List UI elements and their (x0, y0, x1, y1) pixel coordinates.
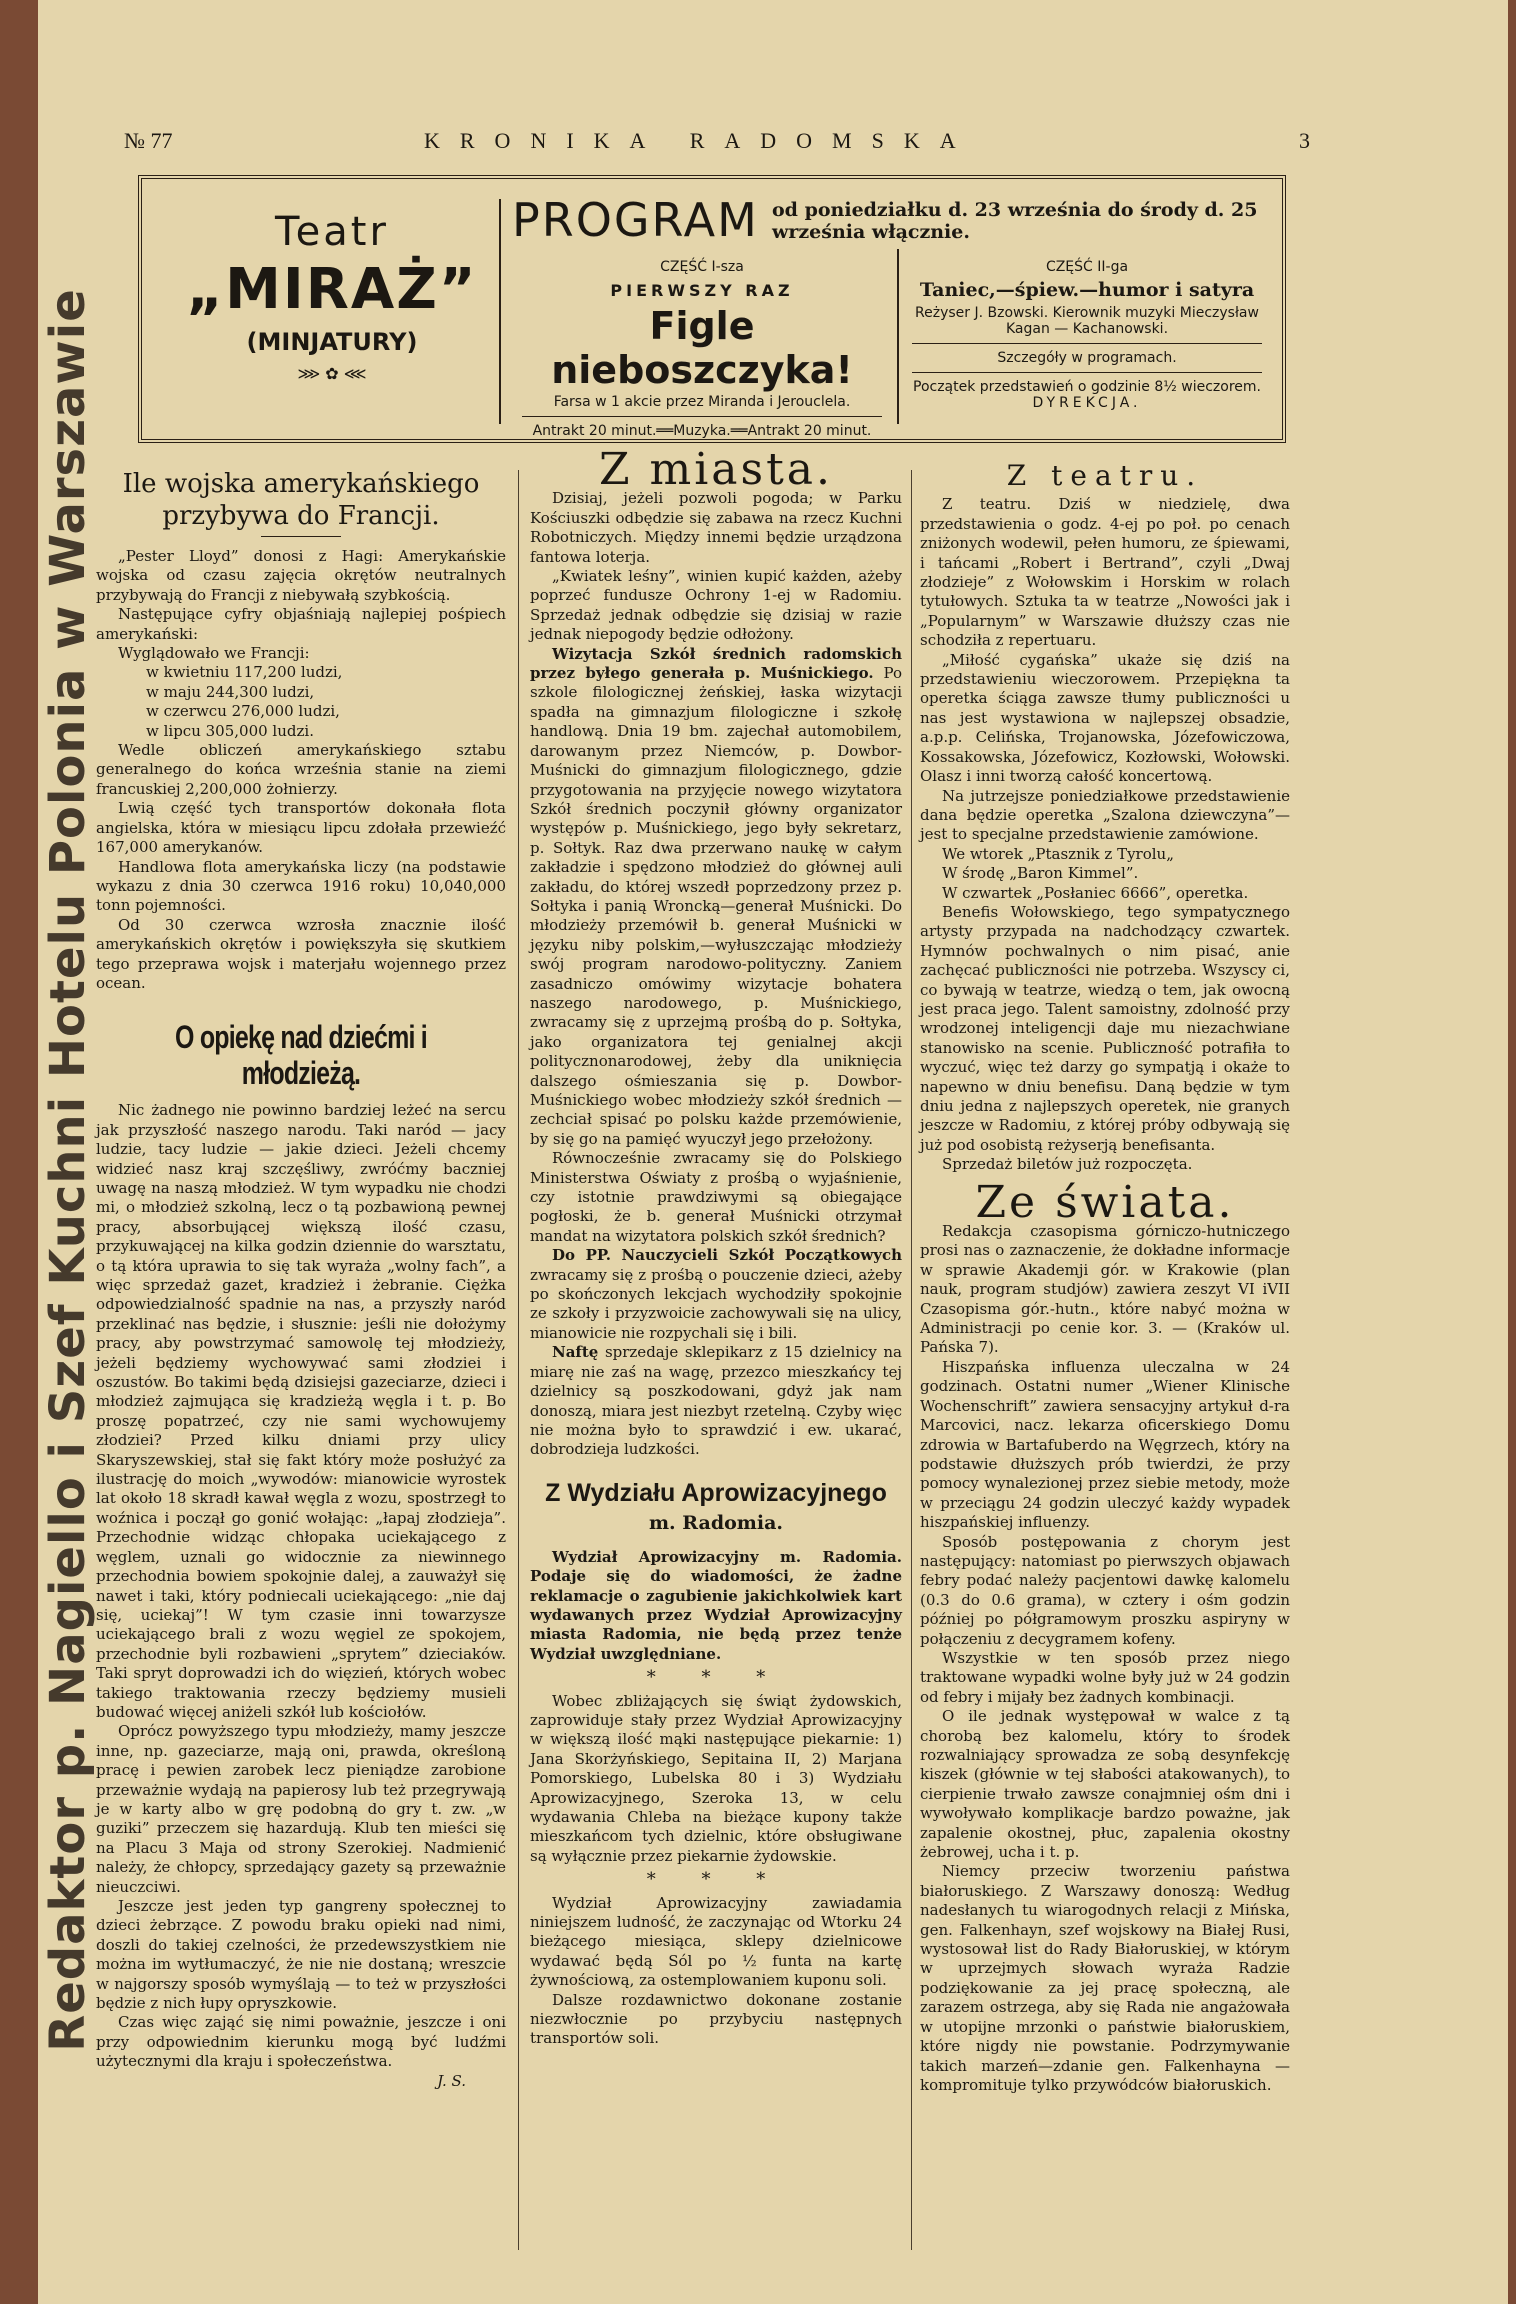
section-headline: Z miasta. (598, 444, 834, 495)
paragraph: Wydział Aprowizacyjny m. Radomia. Podaje się do wiadomości, że żadne reklamacje o zagubienie jakichkolwiek kart wydawanych przez Wydział Aprowizacyjny miasta Radomia, nie będą przez tenże Wydział uwzględniane. (530, 1547, 902, 1663)
rule (522, 416, 882, 417)
paragraph: Jeszcze jest jeden typ gangreny społecznej to dzieci żebrzące. Z powodu braku opieki nad nimi, doszli do takiej czelności, że przedewszystkiem nie można im wytłumaczyć, że nie nie dostaną; wreszcie w najgorszy sposób wymyślają — to też w przyszłości będzie z nich łupy opryszkowie. (96, 1897, 506, 2013)
newspaper-title: KRONIKA RADOMSKA (424, 128, 976, 153)
paragraph: Równocześnie zwracamy się do Polskiego Ministerstwa Oświaty z prośbą o wyjaśnienie, czy istotnie prawdziwymi są obiegające pogłoski, że b. generał Muśnicki otrzymał mandat na wizytatora polskich szkół średnich? (530, 1149, 902, 1245)
newspaper-page (38, 0, 1508, 2304)
paragraph: Wyglądowało we Francji: (118, 644, 310, 663)
paragraph: Od 30 czerwca wzrosła znacznie ilość amerykańskich okrętów i powiększyła się skutkiem tego przeprawa wojsk i materjału wojennego przez ocean. (96, 915, 506, 992)
part-two-title: Taniec,—śpiew.—humor i satyra (919, 279, 1255, 301)
stats-item: w kwietniu 117,200 ludzi, (146, 663, 343, 682)
paragraph: Z teatru. Dziś w niedzielę, dwa przedstawienia o godz. 4-ej po poł. po cenach zniżonych wodewil, pełen humoru, ze śpiewami, i tańcami „Robert i Bertrand”, czyli „Dwaj złodzieje” z Wołowskim i Horskim w rolach tytułowych. Sztuka ta w teatrze „Nowości jak i „Popularnym” w Warszawie dłuższy czas nie schodziła z repertuaru. (920, 495, 1290, 650)
column-rule (518, 470, 519, 2250)
separator-stars: * * * (646, 1667, 786, 1689)
stats-item: w lipcu 305,000 ludzi. (146, 721, 314, 740)
first-time-label: PIERWSZY RAZ (610, 281, 794, 300)
paragraph: Czas więc zająć się nimi poważnie, jeszcze i oni przy odpowiednim kierunku mogą być ludźmi użytecznymi dla kraju i społeczeństwa. (96, 2013, 506, 2071)
paragraph: Wszystkie w ten sposób przez niego traktowane wypadki wolne były już w 24 godzin od febry i mijały bez żadnych kombinacji. (920, 1648, 1290, 1706)
paragraph: Oprócz powyższego typu młodzieży, mamy jeszcze inne, np. gazeciarze, mają oni, prawda, określoną pracę i pewien zarobek lecz pieniądze zarobione przeważnie wydają na papierosy lub też przegrywają je w karty albo w grę podobną do gry t. zw. „w guziki” przeczem się hazardują. Klub ten mieści się na Placu 3 Maja od strony Szerokiej. Nadmienić należy, że chłopcy, sprzedający gazety są przeważnie nieuczciwi. (96, 1722, 506, 1896)
middle-column (530, 444, 902, 2049)
intermission: Antrakt 20 minut.══Muzyka.══Antrakt 20 minut. (532, 423, 872, 439)
binding-spine (38, 120, 98, 2220)
rule (912, 372, 1262, 373)
right-column (920, 460, 1290, 2095)
paragraph: Redakcja czasopisma górniczo-hutniczego prosi nas o zaznaczenie, że dokładne informacje w sprawie Akademji gór. w Krakowie (plan nauk, program studjów) zawiera zeszyt VI iVII Czasopisma gór.-hutn., które nabyć można w Administracji po cenie kor. 3. — (Kraków ul. Pańska 7). (920, 1222, 1290, 1357)
management: DYREKCJA. (1032, 395, 1142, 411)
section-headline: Ze świata. (975, 1176, 1235, 1228)
paragraph: Sposób postępowania z chorym jest następujący: natomiast po pierwszych objawach febry podać należy pacjentowi dawkę kalomelu (0.3 do 0.6 grama), w cztery i ośm godzin później po półgramowym proszku aspiryny w połączeniu z decygramem kofeny. (920, 1532, 1290, 1648)
signature: J. S. (437, 2071, 466, 2090)
section-headline: Z teatru. (1006, 459, 1204, 492)
paragraph (530, 645, 902, 1150)
teatr-name: „MIRAŻ” (186, 257, 478, 322)
issue-number: № 77 (124, 128, 173, 153)
part-two-label: CZĘŚĆ II-ga (1045, 259, 1129, 275)
headline-sub: m. Radomia. (648, 1511, 784, 1534)
column-rule (911, 470, 912, 2250)
paragraph: W czwartek „Posłaniec 6666”, operetka. (942, 883, 1249, 902)
paragraph: Na jutrzejsze poniedziałkowe przedstawienie dana będzie operetka „Szalona dziewczyna”—jest to specjalne przedstawienie zamówione. (920, 786, 1290, 844)
page-header (124, 128, 1310, 162)
rule (261, 536, 341, 537)
teatr-sub: (MINJATURY) (246, 328, 418, 356)
stats-item: w maju 244,300 ludzi, (146, 682, 315, 701)
paragraph: Hiszpańska influenza uleczalna w 24 godzinach. Ostatni numer „Wiener Klinische Wochenschrift” zawiera sensacyjny artykuł d-ra Marcovici, nacz. lekarza oficerskiego Domu zdrowia w Bartafuberdo na Węgrzech, który na podstawie dłuższych prób twierdzi, że przy pomocy wynalezionej przez siebie metody, może w przeciągu 24 godzin uleczyć każdy wypadek hiszpańskiej influenzy. (920, 1357, 1290, 1532)
part-one-label: CZĘŚĆ I-sza (660, 259, 744, 275)
start-time: Początek przedstawień o godzinie 8½ wieczorem. (913, 379, 1261, 395)
spine-text: Redaktor p. Nagiello i Szef Kuchni Hotelu Polonia w Warszawie (40, 288, 96, 2052)
ad-divider (499, 199, 501, 424)
left-column (96, 460, 506, 2091)
teatr-label: Teatr (275, 209, 389, 255)
lead: Wizytacja Szkół średnich radomskich przez byłego generała p. Muśnickiego. (530, 644, 902, 683)
paragraph: Następujące cyfry objaśniają najlepiej pośpiech amerykański: (96, 605, 506, 643)
separator-stars: * * * (646, 1869, 786, 1891)
ad-divider-2 (897, 249, 899, 424)
paragraph: Wobec zbliżających się świąt żydowskich, zaprowiduje stały przez Wydział Aprowizacyjny w większą ilość mąki następujące piekarnie: 1) Jana Skorżyńskiego, Sepitaina II, 2) Marjana Pomorskiego, Lubelska 80 i 3) Wydziału Aprowizacyjnego, Szeroka 13, w celu wydawania Chleba na bieżące kupony także mieszkańcom tych dzielnic, które obsługiwane są wyłącznie przez piekarnie żydowskie. (530, 1691, 902, 1865)
program-title: PROGRAM (512, 193, 759, 247)
part-one (512, 259, 892, 439)
director: Reżyser J. Bzowski. Kierownik muzyki Mieczysław Kagan — Kachanowski. (915, 305, 1259, 337)
paragraph (530, 1246, 902, 1343)
paragraph: We wtorek „Ptasznik z Tyrolu„ (942, 844, 1174, 863)
text: zwracamy się z prośbą o pouczenie dzieci, ażeby po skończonych lekcjach wychodziły spokojnie ze szkoły i przyzwoicie zachowywali się na ulicy, mianowicie nie rozpychali się i bili. (530, 1265, 902, 1342)
paragraph: Benefis Wołowskiego, tego sympatycznego artysty przypada na nadchodzący czwartek. Hymnów pochwalnych o nim pisać, anie zachęcać publiczności nie potrzeba. Wszyscy ci, co bywają w teatrze, wiedzą o tem, jak owocną jest praca jego. Talent samoistny, zdolność przy wrodzonej inteligencji daje mu niezachwiane stanowisko na scenie. Publiczność potrafiła to wyczuć, więc też darzy go sympatją i okaże to napewno w dniu benefisu. Daną będzie w tym dniu jedna z najlepszych operetek, nie granych jeszcze w Radomiu, z której próby odbywają się już pod osobistą reżyserją benefisanta. (920, 902, 1290, 1154)
paragraph: Sprzedaż biletów już rozpoczęta. (942, 1155, 1193, 1174)
paragraph: Wydział Aprowizacyjny zawiadamia niniejszem ludność, że zaczynając od Wtorku 24 bieżącego miesiąca, sklepy dzielnicowe wydawać będą Sól po ½ funta na kartę żywnościową, za ostemplowaniem kuponu soli. (530, 1893, 902, 1990)
paragraph: „Miłość cygańska” ukaże się dziś na przedstawieniu wieczorowem. Przepiękna ta operetka ściąga zawsze tłumy publiczności u nas jest wystawiona w najlepszej obsadzie, a.p.p. Celińska, Trojanowska, Józefowiczowa, Kossakowska, Józefowicz, Kozłowski, Wołowski. Olasz i inni tworzą całość koncertową. (920, 650, 1290, 786)
paragraph: W środę „Baron Kimmel”. (942, 864, 1139, 883)
paragraph (530, 1343, 902, 1459)
headline-main: Z Wydziału Aprowizacyjnego (545, 1478, 887, 1507)
paragraph: Lwią część tych transportów dokonała flota angielska, która w miesiącu lipcu zdołała przewieźć 167,000 amerykanów. (96, 799, 506, 857)
text: sprzedaje sklepikarz z 15 dzielnicy na miarę nie zaś na wagę, przezco mieszkańcy tej dzielnicy są poszkodowani, gdyż jak nam donoszą, miara jest niezbyt rzetelną. Czyby więc nie można było to sprawdzić i ew. ukarać, dobrodzieja ludzkości. (530, 1343, 902, 1459)
paragraph: „Kwiatek leśny”, winien kupić każden, ażeby poprzeć fundusze Ochrony 1-ej w Radomiu. Sprzedaż jednak odbędzie się dzisiaj w razie jednak niepogody będzie odłożony. (530, 567, 902, 644)
stats-item: w czerwcu 276,000 ludzi, (146, 702, 340, 721)
paragraph: Dzisiaj, jeżeli pozwoli pogoda; w Parku Kościuszki odbędzie się zabawa na rzecz Kuchni Robotniczych. Między innemi będzie urządzona fantowa loterja. (530, 489, 902, 566)
lead: Do PP. Nauczycieli Szkół Początkowych (552, 1246, 902, 1265)
paragraph: Wedle obliczeń amerykańskiego sztabu generalnego do końca września stanie na ziemi francuskiej 2,200,000 żołnierzy. (96, 741, 506, 798)
article-headline: O opiekę nad dziećmi i młodzieżą. (175, 1019, 427, 1092)
paragraph: Niemcy przeciw tworzeniu państwa białoruskiego. Z Warszawy donoszą: Według nadesłanych tu wiarogodnych relacji z Mińska, gen. Falkenhayn, szef wojskowy na Białej Rusi, wystosował list do Rady Białoruskiej, w którym w uprzejmych słowach wyraża Radzie podziękowanie za jej pracę społeczną, ale zarazem ostrzega, aby się Rada nie angażowała w utopijne mrzonki o państwie białoruskiem, które nigdy nie powstanie. Podrzymywanie takich marzeń—zdanie gen. Falkenhayna — kompromituje tylko przywódców białoruskich. (920, 1862, 1290, 2094)
paragraph: Handlowa flota amerykańska liczy (na podstawie wykazu z dnia 30 czerwca 1916 roku) 10,040,000 tonn pojemności. (96, 857, 506, 915)
paragraph: O ile jednak występował w walce z tą chorobą bez kalomelu, który to środek rozwalniający sprowadza ze sobą desynfekcję kiszek (głównie w tej słabości atakowanych), to cierpienie trwało zawsze conajmniej ośm dni i wywoływało komplikacje bardzo poważne, jak zapalenie okostnej, płuc, zapalenia okostny żebrowej, ucha i t. p. (920, 1707, 1290, 1862)
theatre-advertisement (138, 175, 1286, 443)
paragraph: Nic żadnego nie powinno bardziej leżeć na sercu jak przyszłość naszego narodu. Taki naród — jacy ludzie, tacy ludzie — jakie dzieci. Jeżeli chcemy widzieć nasz kraj szczęśliwy, zwróćmy baczniej uwagę na naszą młodzież. W tym wypadku nie chodzi mi, o młodzież szkolną, lecz o tą pozbawioną pewnej pracy, absorbującej większą ilość czasu, przykuwającej na kilka godzin dziennie do warsztatu, o tą która uprawia to się tak wyraża „wolny fach”, a więc sprzedaż gazet, kradzież i żebranie. Ciężka odpowiedzialność spadnie na nas, a przyszły naród przeklinać nas będzie, i słusznie: jeśli nie dołożymy pracy, aby powstrzymać samowolę tej młodzieży, jeżeli będziemy wychowywać sami złodziei i oszustów. Bo takimi będą dzisiejsi gazeciarze, dzieci i młodzież zajmująca się kradzieżą węgla i t. p. Bo proszę popatrzeć, czy nie sami wychowujemy złodziei? Przed kilku dniami przy ulicy Skaryszewskiej, stał się fakt który może posłużyć za ilustrację do moich „wywodów: mianowicie wyrostek lat około 18 skradł kawał węgla z wozu, spostrzegł to woźnica i począł go gonić wołając: „łapaj złodzieja”. Przechodnie widząc chłopaka uciekającego z węglem, uznali go widocznie za niewinnego przechodnia bowiem spokojnie dalej, a zauważył się nawet i taki, który podniecali uciekającego: „nie daj się, uciekaj”! W tym czasie inni towarzysze uciekającego brali z wozu węgiel ze spokojem, przechodnie byli rozbawieni „sprytem” dzieciaków. Taki spryt doprowadzi ich do więzień, których wobec takiego traktowania rzeczy będziemy musieli budować więcej aniżeli szkół lub kościołów. (96, 1101, 506, 1721)
paragraph: „Pester Lloyd” donosi z Hagi: Amerykańskie wojska od czasu zajęcia okrętów neutralnych przybywają do Francji z niebywałą szybkością. (96, 547, 506, 604)
lead: Naftę (552, 1343, 599, 1362)
text: Po szkole filologicznej żeńskiej, łaska wizytacji spadła na gimnazjum filologiczne i szkołę handlową. Dnia 19 bm. zajechał automobilem, darowanym przez Niemców, p. Dowbor-Muśnicki do gimnazjum filologicznego, gdzie przygotowania na przyjęcie nowego wizytatora Szkół średnich poczynił główny organizator występów p. Muśnickiego, jego były sekretarz, p. Sołtyk. Raz dwa przerwano naukę w całym zakładzie i spędzono młodzież do głównej auli zakładu, do której wszedł poprzedzony przez p. Sołtyka i panią Wroncką—generał Muśnicki. Do młodzieży przemówił b. generał Muśnicki w języku niby polskim,—wyłuszczając młodzieży swój program narodowo-polityczny. Zaniem zasadniczo omówimy wizytacje bohatera naszego narodowego, p. Muśnickiego, zwracamy się z uprzejmą prośbą do p. Sołtyka, jako organizatora tej genialnej akcji politycznonarodowej, żeby dla uniknięcia dalszego ośmieszania się p. Dowbor-Muśnickiego wobec młodzieży szkół średnich —zechciał spisać po polsku każde przemówienie, by się go na pamięć wyuczył jego przełożony. (530, 664, 902, 1148)
paragraph: Dalsze rozdawnictwo dokonane zostanie niezwłocznie po przybyciu następnych transportów soli. (530, 1990, 902, 2048)
program-dates: od poniedziałku d. 23 września do środy d. 25 września włącznie. (772, 199, 1258, 243)
stats-list (96, 663, 506, 741)
article-headline: Ile wojska amerykańskiego przybywa do Francji. (122, 469, 480, 531)
play-title: Figle nieboszczyka! (551, 304, 853, 392)
section-headline (530, 1478, 902, 1538)
ornament: ⋙ ✿ ⋘ (297, 364, 367, 383)
rule (912, 343, 1262, 344)
part-two (902, 259, 1272, 411)
teatr-block (172, 209, 492, 383)
page-number: 3 (1299, 128, 1310, 153)
play-info: Farsa w 1 akcie przez Miranda i Jerouclela. (553, 394, 851, 410)
details: Szczegóły w programach. (997, 350, 1177, 366)
